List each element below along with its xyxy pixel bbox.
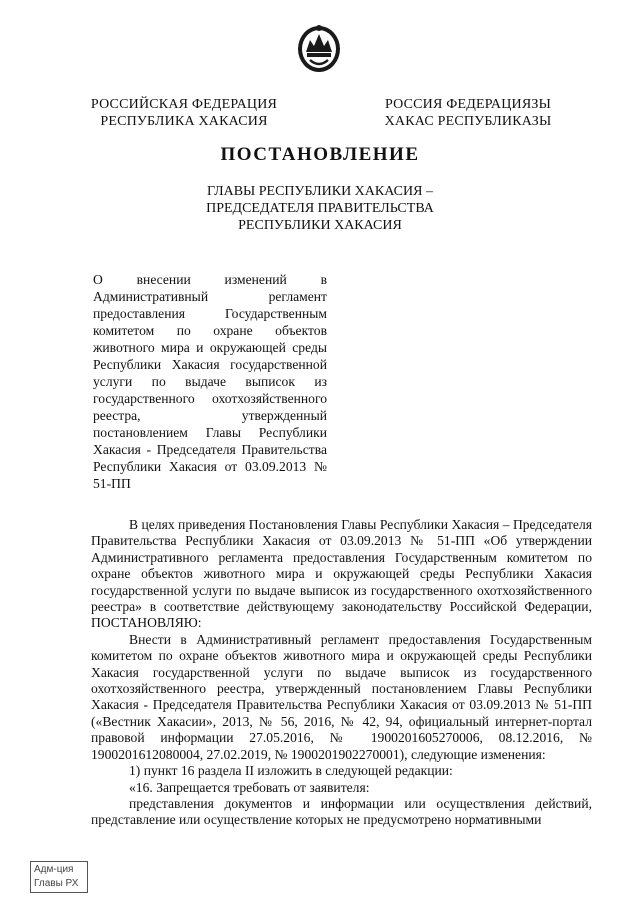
stamp-line2: Главы РХ — [34, 878, 79, 889]
header-right-line1: РОССИЯ ФЕДЕРАЦИЯЗЫ — [384, 97, 552, 112]
header-left-line1: РОССИЙСКАЯ ФЕДЕРАЦИЯ — [90, 97, 278, 112]
body-paragraph: представления документов и информации или осуществления действий, представление или осуществление которых не предусмотрено нормативными — [91, 795, 592, 828]
document-body — [91, 517, 592, 829]
document-subject: О внесении изменений в Административный регламент предоставления Государственным комитетом по охране объектов животного мира и окружающей среды Республики Хакасия государственной услуги по выдаче выписок из государственного охотхозяйственного реестра, утвержденный постановлением Главы Республики Хакасия - Председателя Правительства Республики Хакасия от 03.09.2013 № 51-ПП — [93, 272, 327, 491]
header-left-block — [84, 96, 284, 130]
subtitle-line2: ПРЕДСЕДАТЕЛЯ ПРАВИТЕЛЬСТВА — [206, 201, 434, 216]
registration-stamp — [30, 861, 88, 893]
body-paragraph: «16. Запрещается требовать от заявителя: — [129, 779, 370, 795]
header-right-line2: ХАКАС РЕСПУБЛИКАЗЫ — [384, 114, 552, 129]
body-paragraph: В целях приведения Постановления Главы Республики Хакасия – Председателя Правительства Республики Хакасия от 03.09.2013 № 51-ПП «Об утверждении Административного регламента предоставления Государственным комитетом по охране объектов животного мира и окружающей среды Республики Хакасия государственной услуги по выдаче выписок из государственного охотхозяйственного реестра» в соответствие действующему законодательству Российской Федерации, ПОСТАНОВЛЯЮ: — [91, 517, 592, 631]
header-right-block — [368, 96, 568, 130]
document-title: ПОСТАНОВЛЕНИЕ — [220, 144, 420, 165]
body-paragraph: 1) пункт 16 раздела II изложить в следующей редакции: — [129, 763, 453, 779]
header-left-line2: РЕСПУБЛИКА ХАКАСИЯ — [100, 114, 268, 129]
subtitle-line3: РЕСПУБЛИКИ ХАКАСИЯ — [238, 218, 402, 233]
body-paragraph: Внести в Административный регламент предоставления Государственным комитетом по охране объектов животного мира и окружающей среды Республики Хакасия государственной услуги по выдаче выписок из государственного охотхозяйственного реестра, утвержденный постановлением Главы Республики Хакасия - Председателя Правительства Республики Хакасия от 03.09.2013 № 51-ПП («Вестник Хакасии», 2013, № 56, 2016, № 42, 94, официальный интернет-портал правовой информации 27.05.2016, № 1900201605270006, 08.12.2016, № 1900201612080004, 27.02.2019, № 1900201902270001), следующие изменения: — [91, 631, 592, 762]
khakassia-coat-of-arms-icon — [296, 22, 342, 74]
subtitle-line1: ГЛАВЫ РЕСПУБЛИКИ ХАКАСИЯ – — [207, 184, 433, 199]
stamp-line1: Адм-ция — [34, 864, 74, 875]
document-subtitle — [0, 183, 640, 234]
